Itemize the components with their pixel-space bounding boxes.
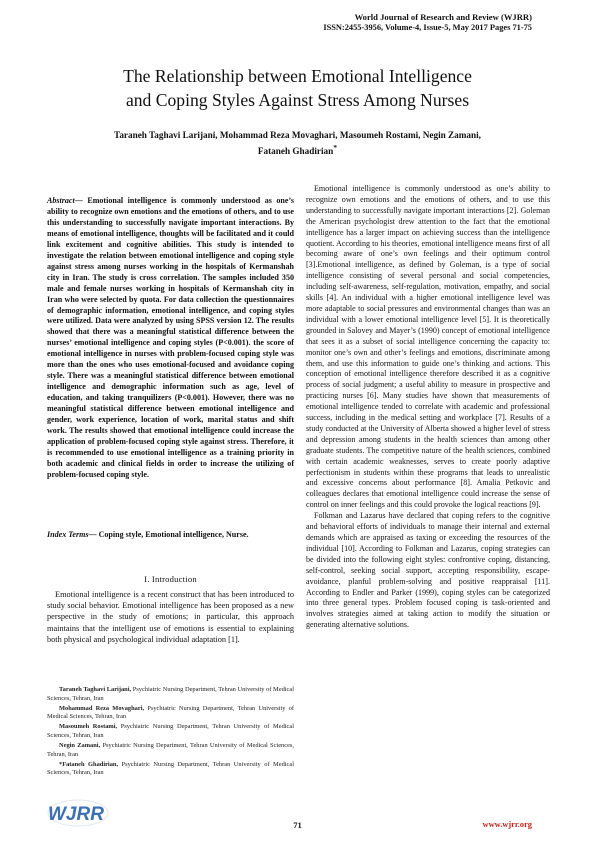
abstract-text: Emotional intelligence is commonly understood as one’s ability to recognize own emotions and the emotions of others, and to use this understanding to successfully navigate important interactions. By means of emotional intelligence, thoughts will be facilitated and it could link excitement and cognitive abilities. This study is intended to investigate the relation between emotional intelligence and coping style against stress among nurses working in the hospitals of Kermanshah city in Iran. The study is cross correlation. The samples included 350 male and female nurses working in hospitals of Kermanshah city in Iran who were selected by quota. For data collection the questionnaires of demographic information, emotional intelligence, and coping styles were utilized. Data were analyzed by using SPSS version 12. The results showed that there was a meaningful statistical difference between the nurses’ emotional intelligence and coping styles (P<0.001). the score of emotional intelligence in nurses with problem-focused coping style was more than the ones who uses emotional-focused and avoidance coping style. There was a meaningful statistical difference between emotional intelligence and demographic information such as age, level of education, and taking tranquilizers (P<0.001). However, there was no meaningful statistical difference between emotional intelligence and gender, work experience, location of work, marital status and shift work. The results showed that emotional intelligence could increase the application of problem-focused coping style against stress. Therefore, it is recommended to use emotional intelligence as a training priority in both academic and clinical fields in order to increase the utilizing of problem-focused coping style.	[47, 196, 294, 479]
introduction-paragraph	[47, 589, 294, 645]
index-terms-text: Coping style, Emotional intelligence, Nurse.	[98, 530, 249, 539]
body-paragraph-2: Folkman and Lazarus have declared that coping refers to the cognitive and behavioral efforts of individuals to manage their internal and external demands which are appraised as taxing or exceeding the resources of the individual [10]. According to Folkman and Lazarus, coping strategies can be divided into the following eight styles: confrontive coping, distancing, self-control, seeking social support, accepting responsibility, escape-avoidance, planful problem-solving and positive reappraisal [11]. According to Endler and Parker (1999), coping styles can be categorized into three general types. Problem focused coping is task-oriented and involves strategies aimed at taking action to modify the situation or generating alternative solutions.	[306, 511, 550, 630]
affiliation-note	[47, 761, 294, 778]
journal-website-link[interactable]: www.wjrr.org	[482, 820, 532, 829]
affiliation-text: Psychiatric Nursing Department, Tehran University of Medical Sciences, Tehran, Iran	[47, 723, 294, 739]
abstract-label: Abstract	[47, 196, 75, 205]
section-heading-introduction: I. Introduction	[144, 574, 197, 584]
affiliation-text: Psychiatric Nursing Department, Tehran University of Medical Sciences, Tehran, Iran	[47, 686, 294, 702]
index-terms-dash: —	[88, 530, 99, 539]
affiliation-note	[47, 705, 294, 722]
authors-line-2	[60, 142, 535, 158]
affiliation-note	[47, 742, 294, 759]
affiliation-name: Taraneh Taghavi Larijani,	[59, 686, 132, 693]
title-line-1: The Relationship between Emotional Intelligence	[123, 66, 472, 86]
affiliation-name: Negin Zamani,	[59, 742, 101, 750]
affiliation-name: Masoumeh Rostami,	[59, 723, 118, 731]
affiliation-text: Psychiatric Nursing Department, Tehran University of Medical Sciences, Tehran, Iran	[47, 742, 295, 758]
corresponding-author: Fataneh Ghadirian	[257, 145, 334, 156]
index-terms-label: Index Terms	[47, 530, 89, 539]
abstract	[47, 196, 294, 481]
affiliation-name: *Fataneh Ghadirian,	[59, 760, 119, 768]
body-paragraph-1: Emotional intelligence is commonly understood as one’s ability to recognize own emotions and the emotions of others, and to use this understanding to successfully navigate important interactions [2]. Goleman the American psychologist drew attention to the fact that the emotional intelligence has a larger impact on achieving success than the intelligence quotient. According to his theories, emotional intelligence means first of all becoming aware of one’s own feelings and their optimum control [3].Emotional intelligence, as defined by Goleman, is a type of social intelligence consisting of several personal and social competencies, including self-awareness, self-regulation, motivation, empathy, and social skills [4]. An individual with a higher emotional intelligence level was more adaptable to social pressures and environmental changes than was an individual with a lower emotional intelligence level [5]. It is theoretically grounded in Salovey and Mayer’s (1990) concept of emotional intelligence that sees it as a subset of social intelligence concerning the capacity to: monitor one’s own and other’s feelings and emotions, discriminate among them, and use this information to guide one’s thinking and actions. This conception of emotional intelligence therefore described it as a cognitive process of social judgment; a useful ability to measure in prospective and practicing nurses [6]. Many studies have shown that measurements of emotional intelligence tended to correlate with academic and professional success, including in the medical setting and workplace [7]. Results of a study conducted at the University of Alberta showed a higher level of stress and depression among students in the health sciences than among other graduate students. The competitive nature of the health sciences, combined with certain academic weaknesses, serves to create poorly adaptive perfectionism in students within these programs that leads to unrealistic and excessive concerns about performance [8]. Amalia Petkovic and colleagues declares that emotional intelligence could increase the sense of control on inner feelings and this could provoke the logical reactions [9].	[306, 184, 550, 510]
intro-text: Emotional intelligence is a recent construct that has been introduced to study social behavior. Emotional intelligence has been proposed as a new perspective in the study of emotions; in particular, this approach maintains that the intelligent use of emotions is essential to explaining both physical and psychological individual adaptation [1].	[47, 590, 294, 644]
index-terms	[47, 530, 294, 541]
authors-line-1: Taraneh Taghavi Larijani, Mohammad Reza Movaghari, Masoumeh Rostami, Negin Zamani,	[114, 130, 481, 140]
journal-name: World Journal of Research and Review (WJRR)	[354, 12, 532, 22]
abstract-dash: —	[74, 196, 88, 205]
affiliation-text: Psychiatric Nursing Department, Tehran University of Medical Sciences, Tehran, Iran	[47, 760, 294, 777]
affiliation-text: Psychiatric Nursing Department, Tehran University of Medical Sciences, Tehran, Iran	[47, 704, 294, 721]
affiliation-note	[47, 686, 294, 703]
right-column-body	[306, 184, 550, 631]
author-list	[60, 129, 535, 157]
issn-line: ISSN:2455-3956, Volume-4, Issue-5, May 2017 Pages 71-75	[323, 23, 532, 32]
author-affiliations	[47, 686, 294, 779]
corresponding-mark: *	[333, 142, 338, 152]
page-number: 71	[293, 820, 302, 830]
affiliation-name: Mohammad Reza Movaghari,	[59, 704, 145, 712]
paper-title	[40, 64, 555, 112]
logo-lettering: WJRR	[48, 804, 104, 825]
title-line-2: and Coping Styles Against Stress Among Nurses	[125, 90, 470, 110]
affiliation-note	[47, 723, 294, 740]
